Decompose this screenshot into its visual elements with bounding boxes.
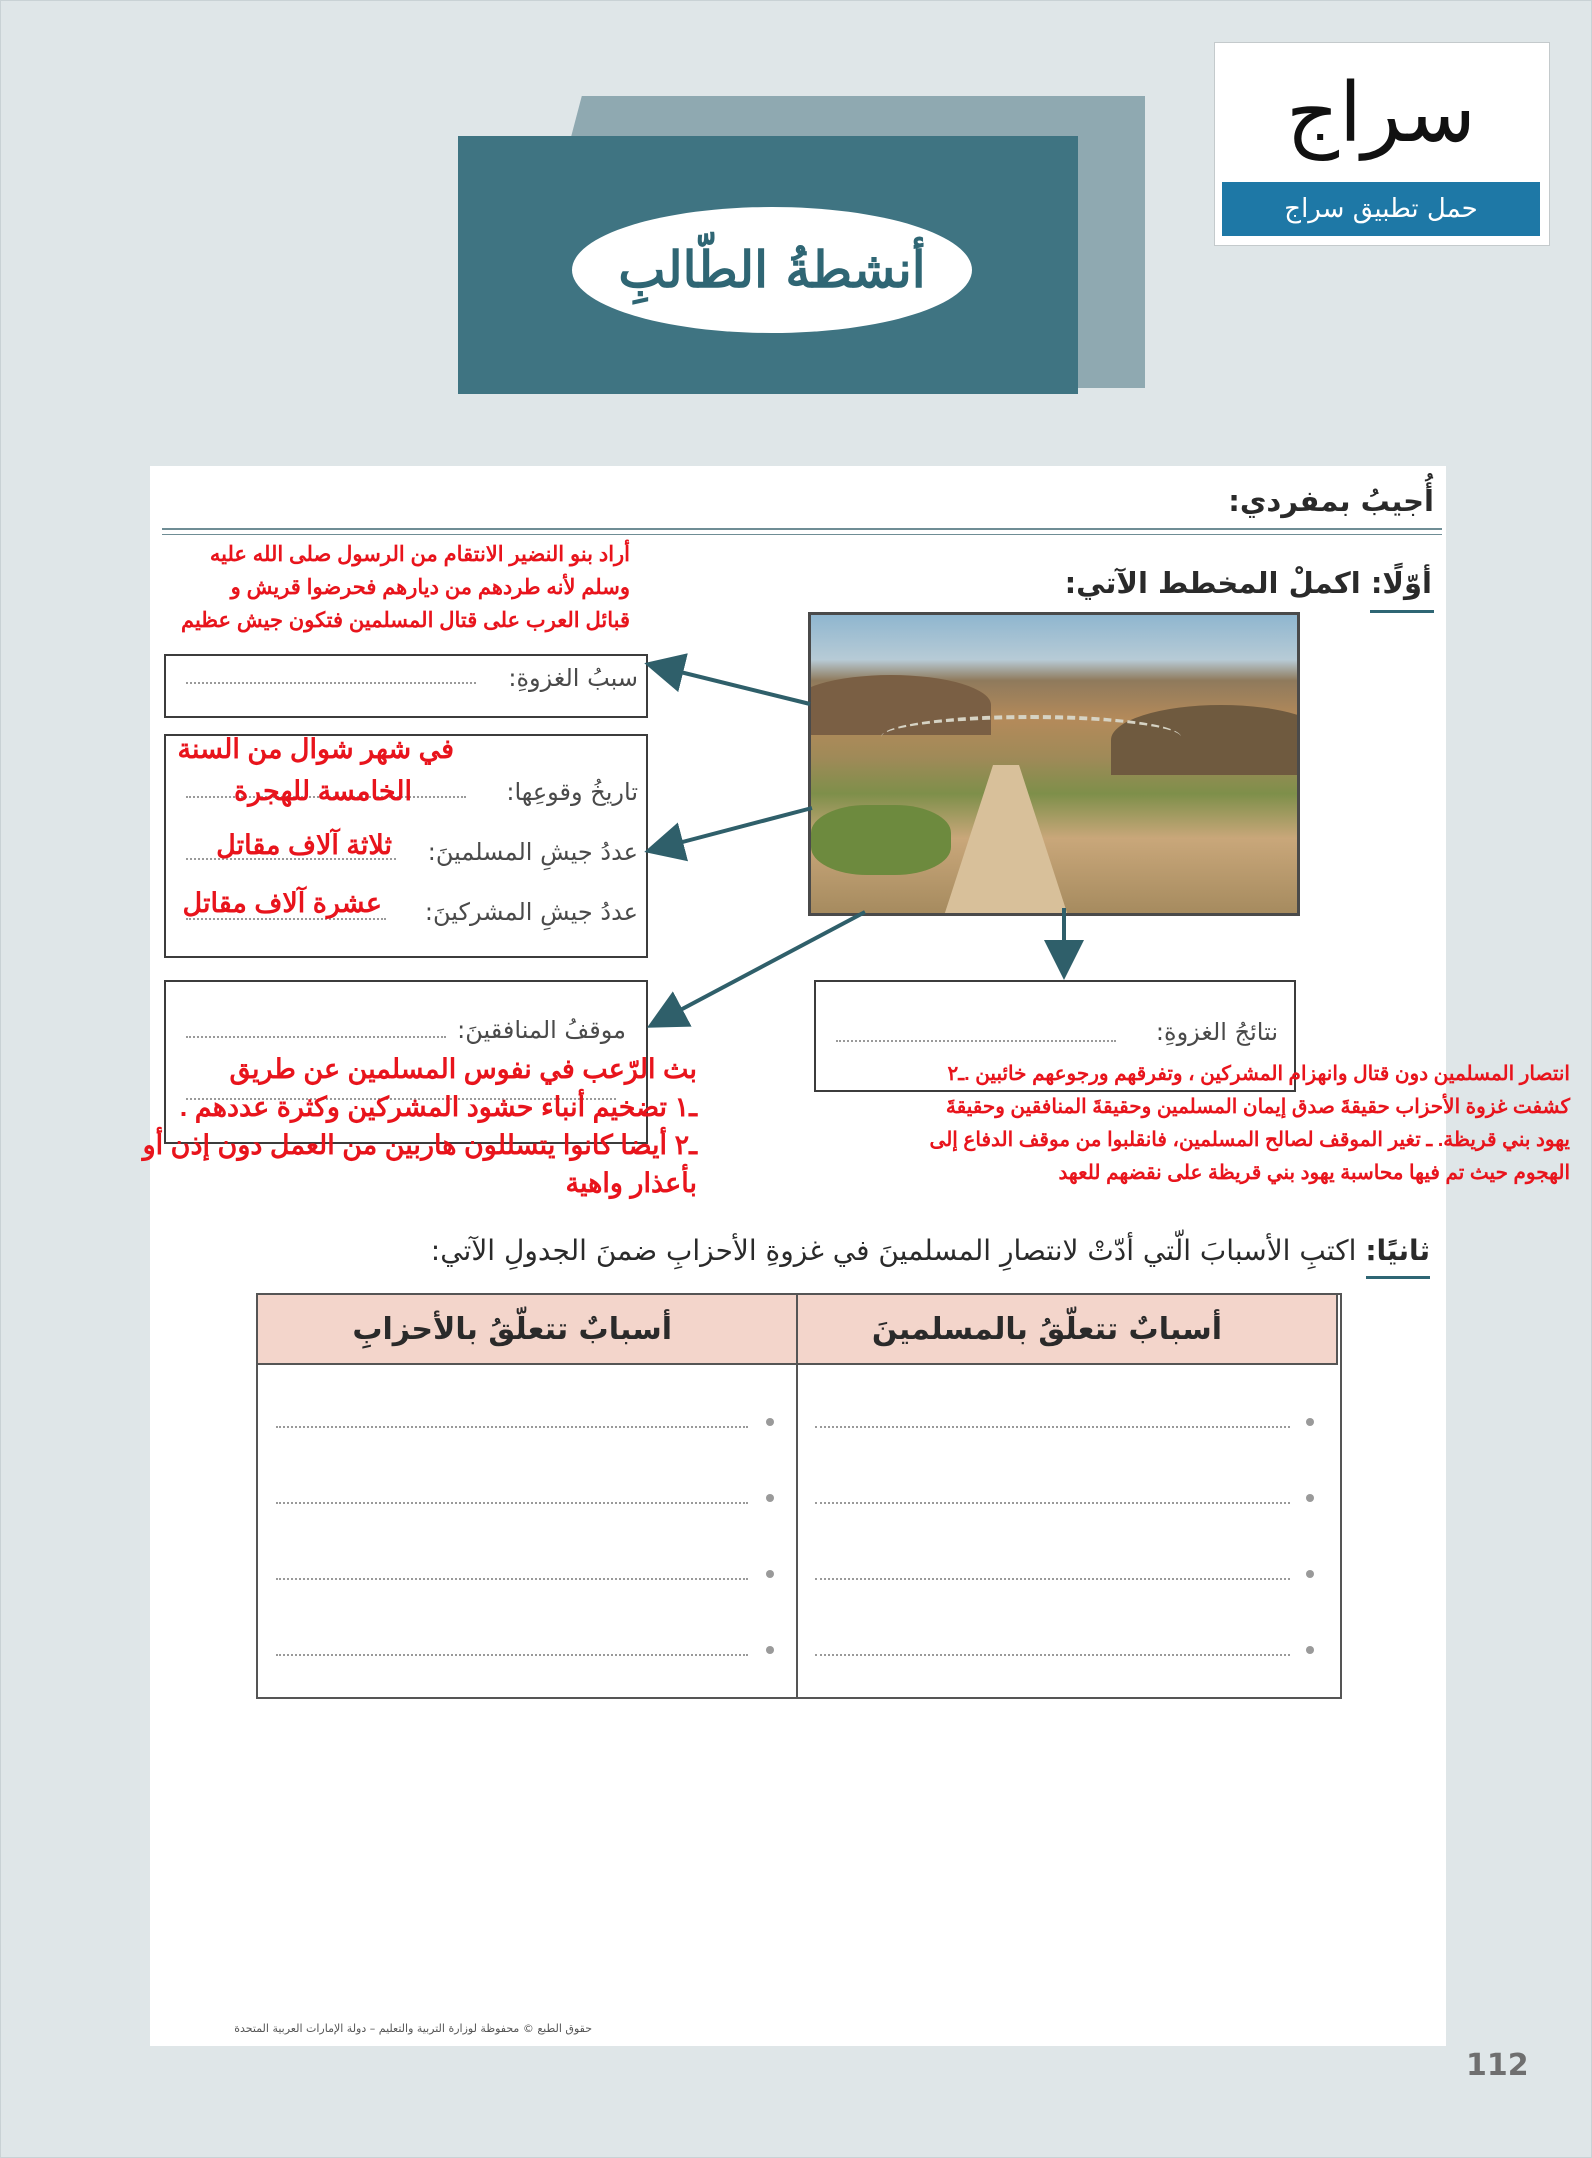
answer-line-muslims[interactable]	[815, 1578, 1290, 1580]
answer-munafiqin-line: ـ٢ أيضا كانوا يتسللون هاربين من العمل دون إذن أو	[142, 1130, 697, 1160]
answer-date-line1: في شهر شوال من السنة	[177, 734, 454, 764]
part2-instruction	[431, 1234, 1430, 1267]
arrow-to-cause	[652, 665, 810, 704]
answer-results-line: الهجوم حيث تم فيها محاسبة يهود بني قريظة على نقضهم للعهد	[1058, 1162, 1570, 1184]
answer-line-ahzab[interactable]	[276, 1426, 748, 1428]
part2-underline	[1366, 1276, 1430, 1279]
answer-results	[930, 1058, 1570, 1190]
answer-munafiqin	[143, 1050, 697, 1202]
part2-number: ثانيًا:	[1365, 1234, 1430, 1267]
header-muslims: أسبابٌ تتعلّقُ بالمسلمينَ	[871, 1312, 1222, 1347]
row-bullet	[766, 1494, 774, 1502]
section-heading: أُجيبُ بمفردي:	[1228, 484, 1434, 518]
answer-cause-line: وسلم لأنه طردهم من ديارهم فحرضوا قريش و	[230, 576, 630, 599]
part1-text: اكملْ المخطط الآتي:	[1064, 566, 1371, 600]
row-bullet	[766, 1570, 774, 1578]
answer-munafiqin-line: بث الرّعب في نفوس المسلمين عن طريق	[229, 1054, 697, 1084]
row-bullet	[1306, 1418, 1314, 1426]
row-bullet	[1306, 1494, 1314, 1502]
answer-line-muslims[interactable]	[815, 1502, 1290, 1504]
row-bullet	[1306, 1646, 1314, 1654]
answer-date-line2: الخامسة للهجرة	[234, 776, 412, 806]
arrow-to-munafiqin	[654, 912, 865, 1024]
row-bullet	[1306, 1570, 1314, 1578]
answer-results-line: يهود بني قريظة. ـ تغير الموقف لصالح المسلمين، فانقلبوا من موقف الدفاع إلى	[929, 1129, 1570, 1151]
answer-results-line: انتصار المسلمين دون قتال وانهزام المشركين ، وتفرقهم ورجوعهم خائبين .ـ٢	[947, 1063, 1570, 1085]
cause-label: سببُ الغزوةِ:	[508, 664, 638, 692]
copyright-footer: حقوق الطبع © محفوظة لوزارة التربية والتعليم – دولة الإمارات العربية المتحدة	[234, 2022, 592, 2035]
answer-cause	[181, 538, 630, 637]
answer-mushrikin-count: عشرة آلاف مقاتل	[182, 888, 382, 918]
answer-cause-line: قبائل العرب على قتال المسلمين فتكون جيش عظيم	[180, 609, 630, 632]
arrow-to-facts	[652, 808, 812, 850]
table-column-divider	[796, 1293, 798, 1697]
mushrikin-count-label: عددُ جيشِ المشركينَ:	[424, 898, 638, 926]
part2-text: اكتبِ الأسبابَ الّتي أدّتْ لانتصارِ المسلمينَ في غزوةِ الأحزابِ ضمنَ الجدولِ الآتي:	[430, 1234, 1366, 1267]
results-label: نتائجُ الغزوةِ:	[1155, 1018, 1278, 1046]
answer-munafiqin-line: ـ١ تضخيم أنباء حشود المشركين وكثرة عددهم .	[179, 1092, 697, 1122]
answer-line-ahzab[interactable]	[276, 1502, 748, 1504]
munafiqin-label: موقفُ المنافقينَ:	[457, 1016, 626, 1044]
banner-title: أنشطةُ الطّالبِ	[618, 240, 926, 299]
answer-munafiqin-line: بأعذار واهية	[565, 1168, 697, 1198]
answer-cause-line: أراد بنو النضير الانتقام من الرسول صلى الله عليه	[209, 543, 630, 566]
answer-line-ahzab[interactable]	[276, 1654, 748, 1656]
row-bullet	[766, 1646, 774, 1654]
header-ahzab: أسبابٌ تتعلّقُ بالأحزابِ	[352, 1312, 672, 1347]
part1-number: أوّلًا:	[1370, 566, 1432, 600]
date-label: تاريخُ وقوعِها:	[506, 778, 638, 806]
logo-tagline: حمل تطبيق سراج	[1284, 194, 1478, 224]
answer-line-muslims[interactable]	[815, 1654, 1290, 1656]
answer-line-muslims[interactable]	[815, 1426, 1290, 1428]
muslims-count-label: عددُ جيشِ المسلمينَ:	[427, 838, 638, 866]
answer-muslims-count: ثلاثة آلاف مقاتل	[216, 830, 392, 860]
page-number: 112	[1466, 2048, 1529, 2083]
logo-word: سراج	[1286, 66, 1476, 161]
row-bullet	[766, 1418, 774, 1426]
answer-line-ahzab[interactable]	[276, 1578, 748, 1580]
answer-results-line: كشفت غزوة الأحزاب حقيقةَ صدق إيمان المسلمين وحقيقةَ المنافقين وحقيقةَ	[945, 1096, 1570, 1118]
